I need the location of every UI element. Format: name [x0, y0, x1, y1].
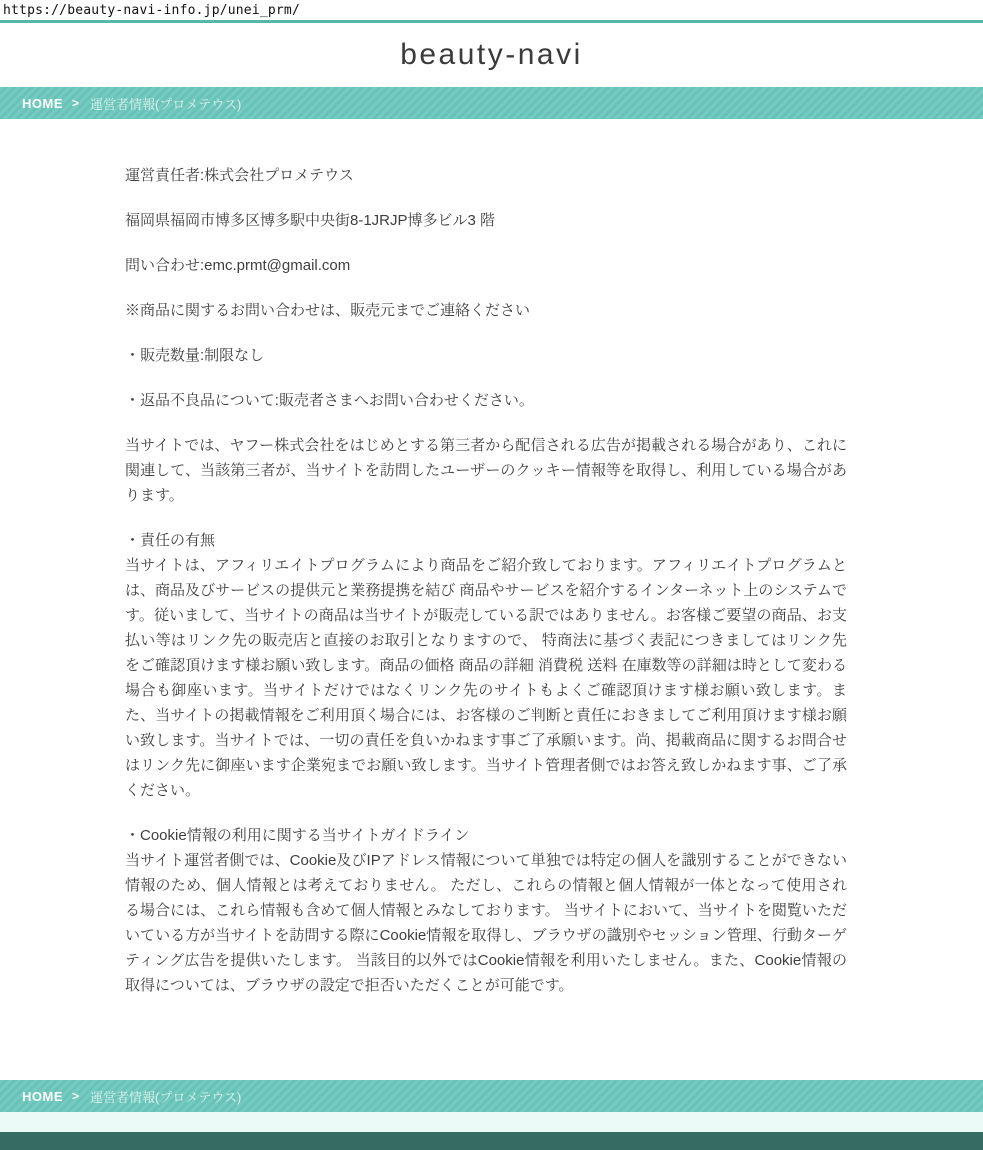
paragraph: 運営責任者:株式会社プロメテウス — [125, 167, 354, 184]
breadcrumb-separator-icon: > — [72, 96, 80, 110]
breadcrumb-home-link[interactable]: HOME — [22, 95, 63, 111]
paragraph-heading: ・責任の有無 — [125, 532, 216, 549]
url-text: https://beauty-navi-info.jp/unei_prm/ — [3, 3, 300, 18]
site-header — [0, 23, 983, 87]
breadcrumb-current-label: 運営者情報(プロメテウス) — [90, 96, 242, 112]
breadcrumb-current-label: 運営者情報(プロメテウス) — [90, 1089, 242, 1105]
footer-light-strip — [0, 1112, 983, 1132]
paragraph: 問い合わせ:emc.prmt@gmail.com — [125, 257, 351, 274]
footer-dark-bar — [0, 1132, 983, 1150]
breadcrumb-separator-icon: > — [72, 1089, 80, 1103]
paragraph: ・販売数量:制限なし — [125, 347, 265, 364]
paragraph: ・Cookie情報の利用に関する当サイトガイドライン 当サイト運営者側では、Cookie及びIPアドレス情報について単独では特定の個人を識別することができない情報のため、個人情報とは考えておりません。 ただし、これらの情報と個人情報が一体となって使用される場合には、これら情報も含めて個人情報とみなしております。 当サイトにおいて、当サイトを閲覧いただいている方が当サイトを訪問する際にCookie情報を取得し、ブラウザの識別やセッション管理、行動ターゲティング広告を提供いたします。 当該目的以外ではCookie情報を利用いたしません。また、Cookie情報の取得については、ブラウザの設定で拒否いただくことが可能です。 — [125, 823, 847, 998]
site-title: beauty-navi — [400, 38, 583, 71]
breadcrumb-bottom — [0, 1080, 983, 1112]
paragraph: ※商品に関するお問い合わせは、販売元までご連絡ください — [125, 302, 531, 319]
url-bar — [0, 0, 983, 20]
paragraph: 当サイトでは、ヤフー株式会社をはじめとする第三者から配信される広告が掲載される場合があり、これに関連して、当該第三者が、当サイトを訪問したユーザーのクッキー情報等を取得し、利用している場合があります。 — [125, 437, 847, 504]
breadcrumb-top — [0, 87, 983, 119]
paragraph: ・返品不良品について:販売者さまへお問い合わせください。 — [125, 392, 534, 409]
paragraph: 福岡県福岡市博多区博多駅中央街8-1JRJP博多ビル3 階 — [125, 212, 496, 229]
breadcrumb-home-link[interactable]: HOME — [22, 1088, 63, 1104]
content-paragraphs — [125, 163, 847, 998]
main-content — [0, 119, 983, 1080]
paragraph: ・責任の有無 当サイトは、アフィリエイトプログラムにより商品をご紹介致しております。アフィリエイトプログラムとは、商品及びサービスの提供元と業務提携を結び 商品やサービスを紹介するインターネット上のシステムです。従いまして、当サイトの商品は当サイトが販売している訳ではありません。お客様ご要望の商品、お支払い等はリンク先の販売店と直接のお取引となりますので、 特商法に基づく表記につきましてはリンク先をご確認頂けます様お願い致します。商品の価格 商品の詳細 消費税 送料 在庫数等の詳細は時として変わる場合も御座います。当サイトだけではなくリンク先のサイトもよくご確認頂けます様お願い致します。また、当サイトの掲載情報をご利用頂く場合には、お客様のご判断と責任におきましてご利用頂けます様お願い致します。当サイトでは、一切の責任を負いかねます事ご了承願います。尚、掲載商品に関するお問合せはリンク先に御座います企業宛までお願い致します。当サイト管理者側ではお答え致しかねます事、ご了承ください。 — [125, 528, 847, 803]
paragraph-heading: ・Cookie情報の利用に関する当サイトガイドライン — [125, 827, 470, 844]
